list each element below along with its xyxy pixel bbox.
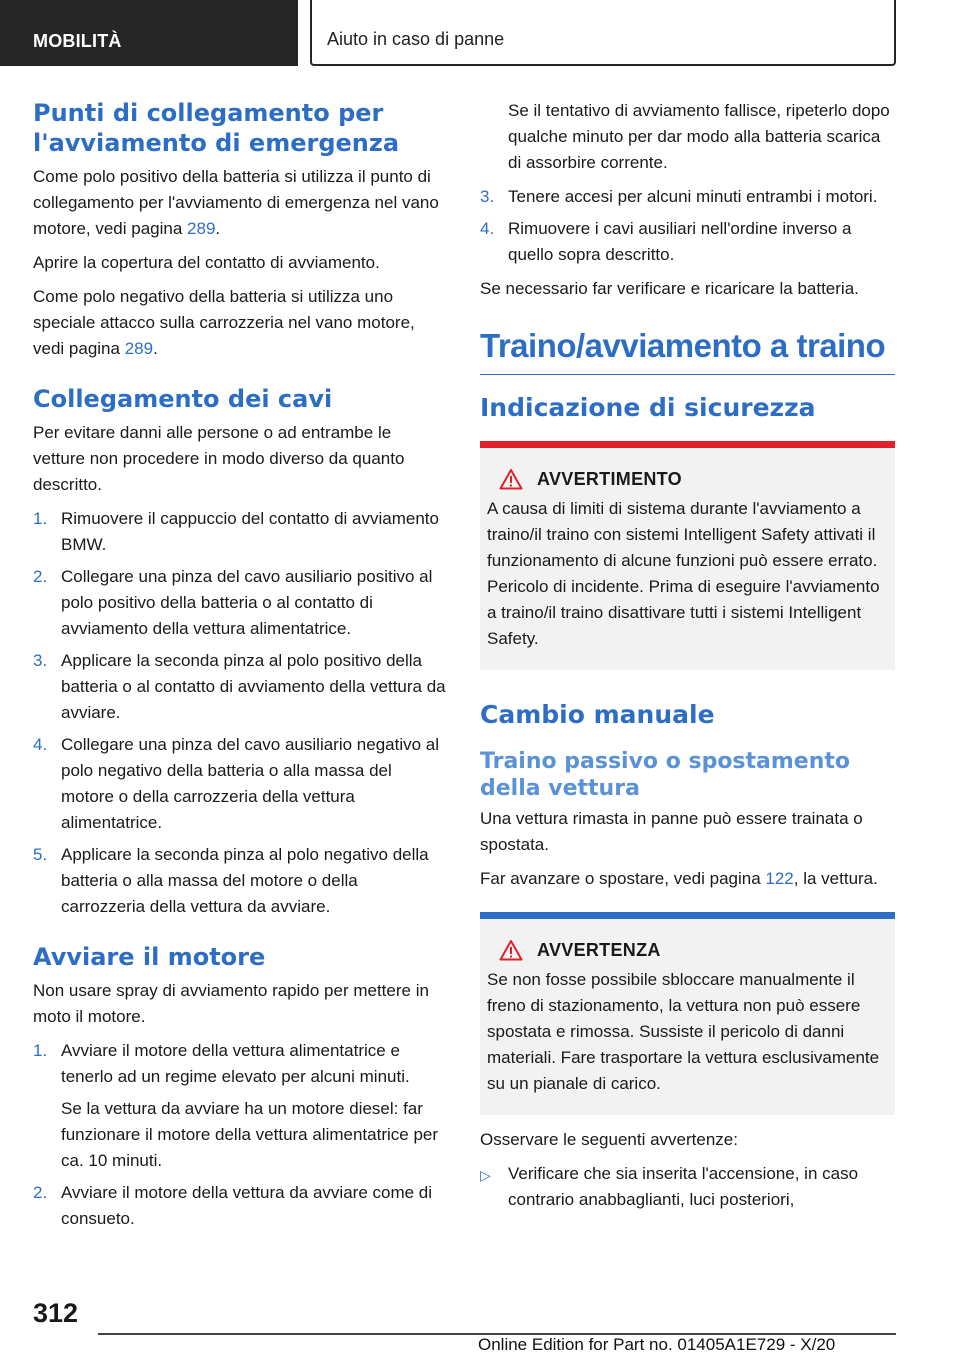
page-link-289[interactable]: 289 <box>187 219 216 238</box>
warning-title <box>487 466 888 492</box>
step-number: 2. <box>33 567 48 586</box>
right-column <box>480 98 895 1213</box>
step-text: Collegare una pinza del cavo ausiliario positivo al polo positivo della batteria o al contatto di avviamento della vettura alimentatrice. <box>61 567 433 638</box>
list-item <box>33 732 446 836</box>
page-link-122[interactable]: 122 <box>765 869 794 888</box>
step-number: 4. <box>480 219 495 238</box>
paragraph: Aprire la copertura del contatto di avviamento. <box>33 253 380 272</box>
footer-edition-text: Online Edition for Part no. 01405A1E729 - X/20 <box>478 1335 836 1354</box>
heading-cable-connection: Collegamento dei cavi <box>33 385 333 413</box>
warning-body: A causa di limiti di sistema durante l'avviamento a traino/il traino con sistemi Intelligent Safety attivati il funzionamento di alcune funzioni può essere errato. Pericolo di incidente. Prima di eseguire l'avviamento a traino/il traino disattivare tutti i sistemi Intelligent Safety. <box>487 499 880 648</box>
text: , la vettura. <box>793 869 878 888</box>
warning-triangle-icon <box>499 939 523 961</box>
list-item <box>33 1038 446 1174</box>
page-header <box>0 0 960 66</box>
heading-safety-notice: Indicazione di sicurezza <box>480 393 816 422</box>
notice-title <box>487 937 888 963</box>
list-item <box>480 216 895 268</box>
steps-list-continued <box>480 184 895 268</box>
step-text: Collegare una pinza del cavo ausiliario negativo al polo negativo della batteria o alla massa del motore o della carrozzeria della vettura alimentatrice. <box>61 735 440 832</box>
steps-list-start <box>33 1038 446 1232</box>
paragraph: Non usare spray di avviamento rapido per mettere in moto il motore. <box>33 981 429 1026</box>
paragraph: Per evitare danni alle persone o ad entrambe le vetture non procedere in modo diverso da quanto descritto. <box>33 423 405 494</box>
heading-passive-towing: Traino passivo o spostamento della vettura <box>480 749 851 801</box>
step-text: Avviare il motore della vettura alimentatrice e tenerlo ad un regime elevato per alcuni minuti. <box>61 1041 410 1086</box>
text: Come polo positivo della batteria si utilizza il punto di collegamento per l'avviamento di emergenza nel vano motore, vedi pagina <box>33 167 439 238</box>
steps-list-cables <box>33 506 446 920</box>
notice-box <box>480 912 895 1115</box>
text: Come polo negativo della batteria si utilizza uno speciale attacco sulla carrozzeria nel vano motore, vedi pagina <box>33 287 415 358</box>
text: . <box>215 219 221 238</box>
paragraph <box>33 164 446 242</box>
list-item <box>33 506 446 558</box>
step-number: 5. <box>33 845 48 864</box>
notice-bar <box>480 912 895 919</box>
heading-start-engine: Avviare il motore <box>33 943 266 971</box>
text: . <box>153 339 158 358</box>
heading-emergency-points: Punti di collegamento per l'avviamento di emergenza <box>33 99 400 157</box>
step-text: Applicare la seconda pinza al polo negativo della batteria o alla massa del motore o della carrozzeria della vettura da avviare. <box>61 845 429 916</box>
step-text: Rimuovere i cavi ausiliari nell'ordine inverso a quello sopra descritto. <box>508 219 852 264</box>
notice-title-text: AVVERTENZA <box>537 940 661 960</box>
step-number: 4. <box>33 735 48 754</box>
step-number: 1. <box>33 1041 48 1060</box>
warning-title-text: AVVERTIMENTO <box>537 469 682 489</box>
step-text: Tenere accesi per alcuni minuti entrambi i motori. <box>508 187 878 206</box>
list-item <box>33 564 446 642</box>
warning-bar <box>480 441 895 448</box>
page-link-289[interactable]: 289 <box>124 339 154 358</box>
paragraph: Una vettura rimasta in panne può essere trainata o spostata. <box>480 809 863 854</box>
list-item <box>33 648 446 726</box>
list-item <box>480 184 895 210</box>
list-item <box>33 842 446 920</box>
topic-title: Aiuto in caso di panne <box>310 0 896 66</box>
paragraph <box>480 866 895 892</box>
step-subtext: Se la vettura da avviare ha un motore diesel: far funzionare il motore della vettura alimentatrice per ca. 10 minuti. <box>61 1099 439 1170</box>
main-heading-towing: Traino/avviamento a traino <box>480 326 895 375</box>
heading-manual-gearbox: Cambio manuale <box>480 700 715 729</box>
section-title: MOBILITÀ <box>0 0 298 66</box>
bullet-item <box>480 1161 895 1213</box>
step-number: 3. <box>480 187 495 206</box>
step-text: Applicare la seconda pinza al polo positivo della batteria o al contatto di avviamento della vettura da avviare. <box>61 651 446 722</box>
step-number: 1. <box>33 509 48 528</box>
warning-box <box>480 441 895 670</box>
bullet-text: Verificare che sia inserita l'accensione, in caso contrario anabbaglianti, luci posteriori, <box>508 1164 859 1209</box>
text: Far avanzare o spostare, vedi pagina <box>480 869 766 888</box>
left-column <box>33 98 446 1240</box>
paragraph: Se il tentativo di avviamento fallisce, ripeterlo dopo qualche minuto per dar modo alla batteria scarica di assorbire corrente. <box>508 101 890 172</box>
step-text: Rimuovere il cappuccio del contatto di avviamento BMW. <box>61 509 439 554</box>
notice-body: Se non fosse possibile sbloccare manualmente il freno di stazionamento, la vettura non può essere spostata e rimossa. Sussiste il pericolo di danni materiali. Fare trasportare la vettura esclusivamente su un pianale di carico. <box>487 970 880 1093</box>
list-item <box>33 1180 446 1232</box>
page-number: 312 <box>33 1298 79 1328</box>
paragraph <box>33 284 446 362</box>
paragraph: Osservare le seguenti avvertenze: <box>480 1130 738 1149</box>
step-number: 3. <box>33 651 48 670</box>
step-text: Avviare il motore della vettura da avviare come di consueto. <box>61 1183 433 1228</box>
step-number: 2. <box>33 1183 48 1202</box>
triangle-bullet-icon: ▷ <box>480 1167 491 1183</box>
paragraph: Se necessario far verificare e ricaricare la batteria. <box>480 279 859 298</box>
warning-triangle-icon <box>499 468 523 490</box>
